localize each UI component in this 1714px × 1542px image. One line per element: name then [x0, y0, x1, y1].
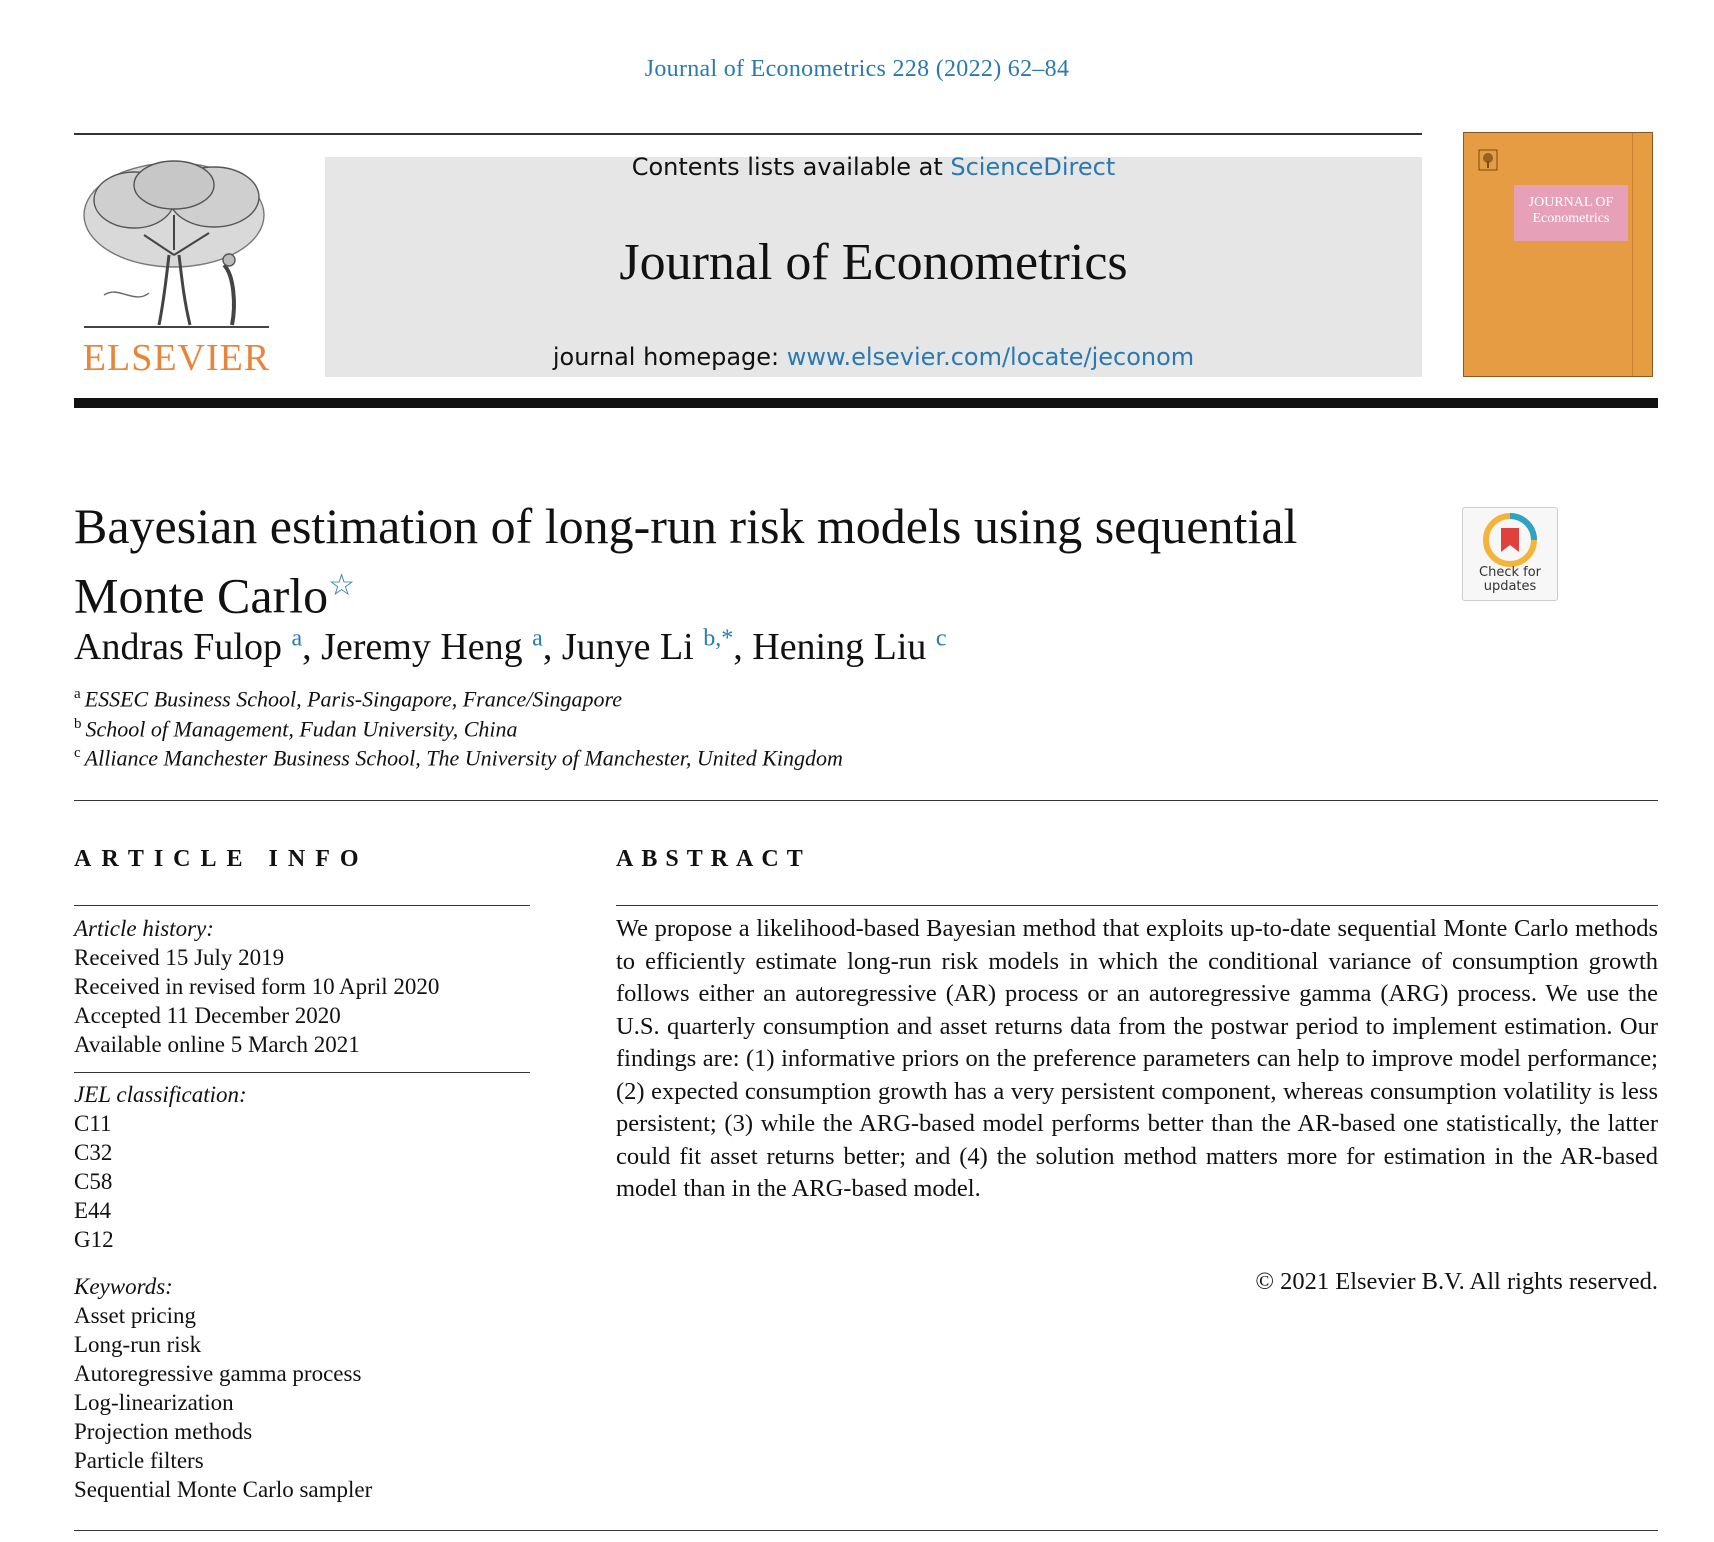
jel-code: C11 [74, 1111, 112, 1136]
jel-classification [74, 1080, 247, 1254]
check-updates-line1: Check for [1479, 565, 1541, 580]
elsevier-tree-icon [74, 155, 279, 335]
author-affil-link[interactable]: a [532, 625, 543, 652]
affiliation-text: School of Management, Fudan University, China [85, 716, 518, 742]
homepage-prefix: journal homepage: [552, 343, 787, 371]
article-info-rule [74, 905, 530, 906]
keyword: Autoregressive gamma process [74, 1361, 362, 1386]
header-thick-rule [74, 398, 1658, 408]
jel-code: C58 [74, 1169, 113, 1194]
journal-cover[interactable] [1463, 132, 1653, 377]
journal-citation[interactable]: Journal of Econometrics 228 (2022) 62–84 [644, 56, 1070, 82]
contents-prefix: Contents lists available at [631, 153, 951, 181]
author-name: Junye Li [561, 626, 694, 668]
history-item: Received in revised form 10 April 2020 [74, 974, 440, 999]
contents-line [325, 153, 1422, 181]
article-info-rule [74, 1072, 530, 1073]
jel-code: E44 [74, 1198, 112, 1223]
abstract-heading: ABSTRACT [616, 846, 811, 872]
history-item: Received 15 July 2019 [74, 945, 285, 970]
history-label: Article history: [74, 916, 214, 941]
elsevier-logo[interactable] [74, 155, 279, 380]
paper-title [74, 497, 1424, 626]
sciencedirect-link[interactable]: ScienceDirect [950, 153, 1116, 181]
affiliation-text: Alliance Manchester Business School, The University of Manchester, United Kingdom [84, 745, 843, 771]
affiliation-c [74, 745, 843, 771]
cover-divider [1632, 133, 1633, 376]
author-name: Hening Liu [752, 626, 927, 668]
cover-title-line2: Econometrics [1532, 211, 1610, 226]
keyword: Long-run risk [74, 1332, 202, 1357]
affiliation-b [74, 716, 518, 742]
keywords [74, 1272, 372, 1504]
title-line-2: Monte Carlo [74, 567, 329, 624]
check-for-updates-button[interactable] [1462, 507, 1558, 601]
check-updates-label [1463, 566, 1557, 594]
history-item: Accepted 11 December 2020 [74, 1003, 341, 1028]
author-name: Jeremy Heng [321, 626, 523, 668]
article-info-heading: ARTICLE INFO [74, 846, 369, 872]
article-history [74, 914, 439, 1059]
elsevier-wordmark: ELSEVIER [82, 337, 271, 379]
history-item: Available online 5 March 2021 [74, 1032, 360, 1057]
affiliation-text: ESSEC Business School, Paris-Singapore, France/Singapore [84, 686, 622, 712]
journal-name: Journal of Econometrics [619, 234, 1128, 291]
keyword: Log-linearization [74, 1390, 234, 1415]
cover-title-badge [1514, 185, 1628, 241]
jel-code: G12 [74, 1227, 114, 1252]
affiliation-mark: a [74, 686, 81, 702]
abstract-rule [616, 905, 1658, 906]
abstract-text: We propose a likelihood-based Bayesian method that exploits up-to-date sequential Monte Carlo methods to efficiently estimate long-run risk models in which the conditional variance of consumption growth follows either an autoregressive (AR) process or an autoregressive gamma (ARG) process. We use the U.S. quarterly consumption and asset returns data from the postwar period to implement estimation. Our findings are: (1) informative priors on the preference parameters can help to improve model performance; (2) expected consumption growth has a very persistent component, whereas consumption volatility is less persistent; (3) while the ARG-based model performs better than the AR-based one statistically, the latter could fit asset returns better; and (4) the solution method matters more for estimation in the AR-based model than in the ARG-based model. [616, 915, 1658, 1202]
section-rule [74, 800, 1658, 801]
affiliation-mark: b [74, 716, 82, 732]
author-affil-link[interactable]: b,* [703, 625, 734, 652]
keywords-label: Keywords: [74, 1274, 173, 1299]
journal-homepage-link[interactable]: www.elsevier.com/locate/jeconom [786, 343, 1195, 371]
journal-header-box [325, 153, 1422, 377]
author-name: Andras Fulop [74, 626, 282, 668]
bottom-rule [74, 1530, 1658, 1531]
keyword: Particle filters [74, 1448, 204, 1473]
check-updates-icon [1463, 510, 1557, 570]
elsevier-mini-logo-icon [1478, 149, 1498, 171]
cover-title-line1: JOURNAL OF [1528, 195, 1614, 210]
homepage-line [325, 343, 1422, 371]
affiliation-mark: c [74, 745, 81, 761]
top-rule [74, 133, 1422, 135]
affiliation-a [74, 686, 622, 712]
jel-code: C32 [74, 1140, 113, 1165]
author-affil-link[interactable]: a [291, 625, 303, 652]
keyword: Asset pricing [74, 1303, 197, 1328]
check-updates-line2: updates [1483, 579, 1537, 594]
author-affil-link[interactable]: c [935, 625, 947, 652]
author-list: Andras Fulop $^a$, Jeremy Heng $^a$, Junye Li $^{b,*}$, Hening Liu $^c$ [74, 625, 947, 668]
keyword: Projection methods [74, 1419, 253, 1444]
jel-label: JEL classification: [74, 1082, 247, 1107]
title-footnote-star-icon[interactable]: ☆ [328, 569, 356, 602]
title-line-1: Bayesian estimation of long-run risk models using sequential [74, 498, 1298, 554]
copyright-notice: © 2021 Elsevier B.V. All rights reserved. [1255, 1268, 1658, 1295]
keyword: Sequential Monte Carlo sampler [74, 1477, 373, 1502]
